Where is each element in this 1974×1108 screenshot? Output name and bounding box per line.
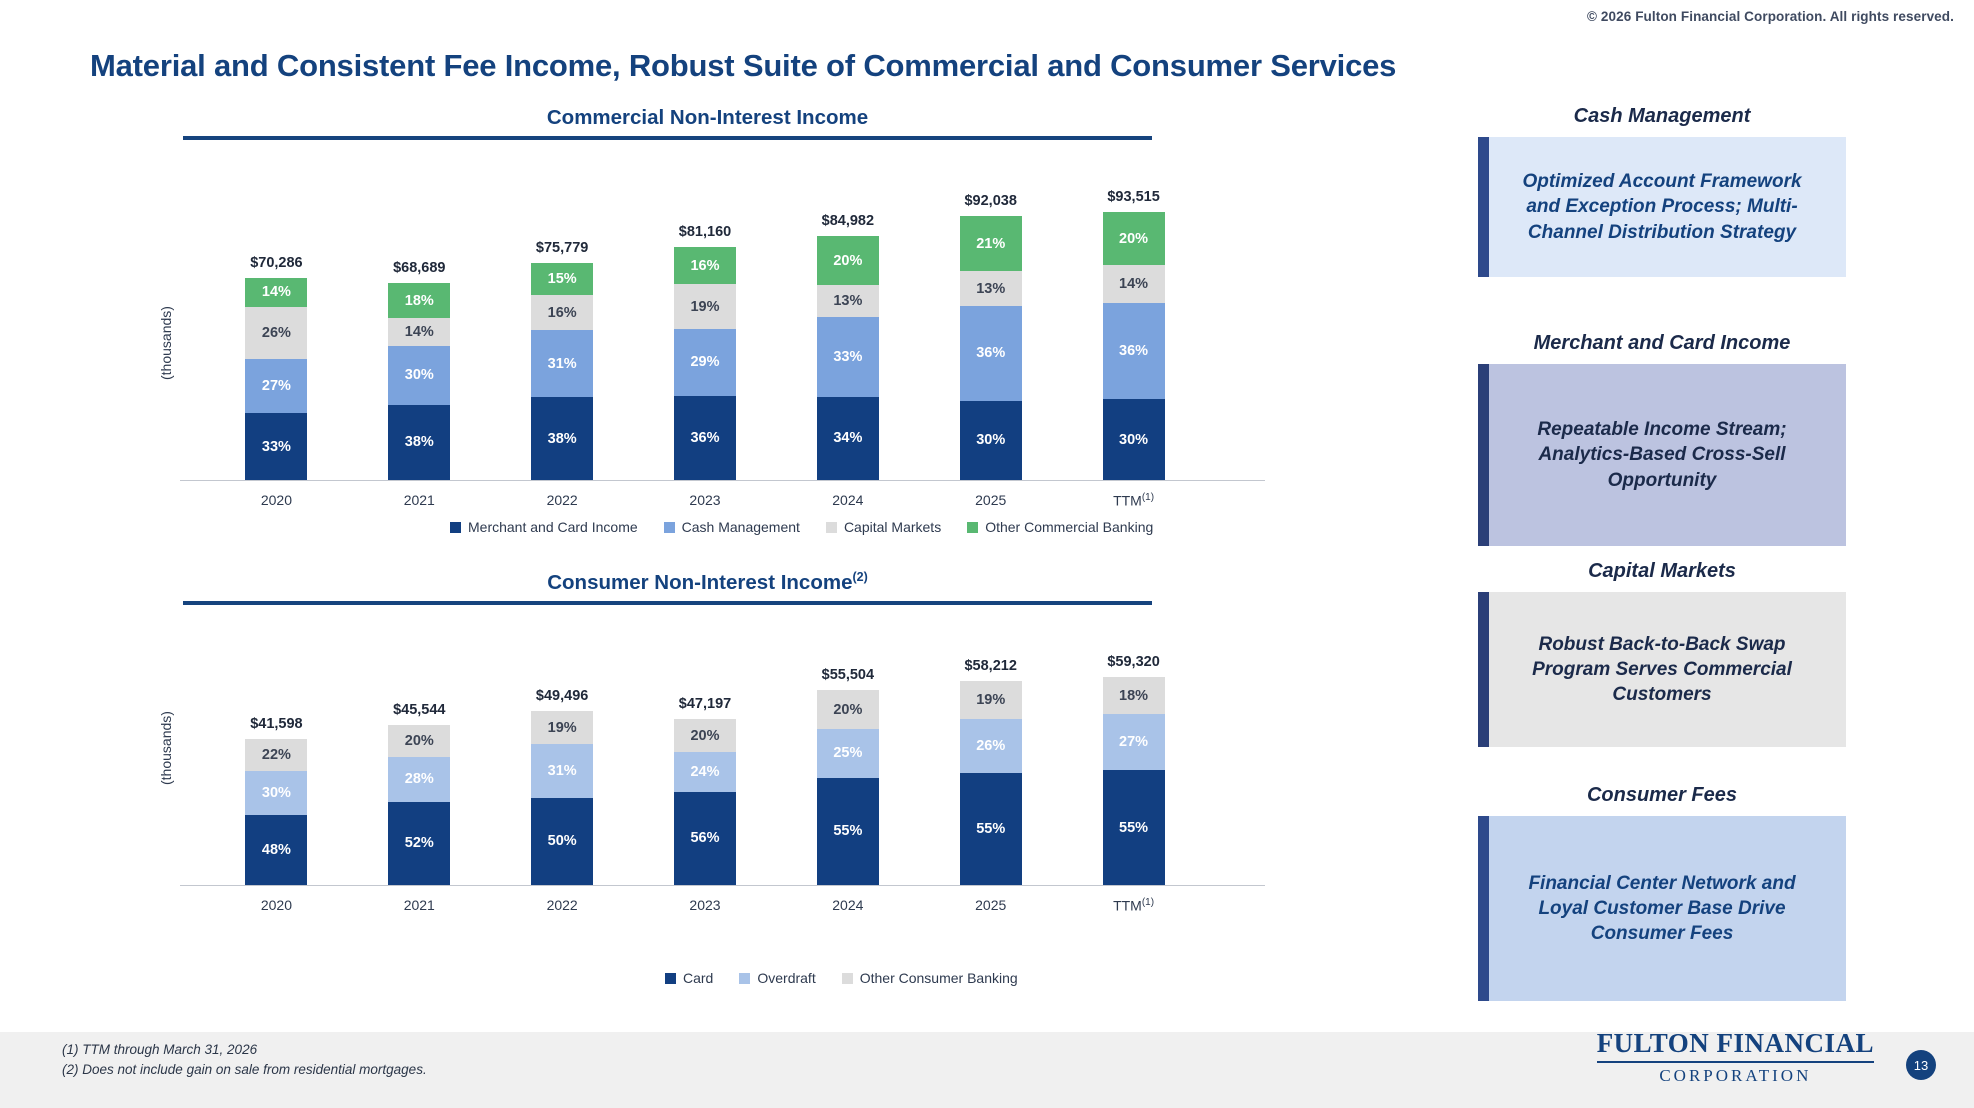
bar-group (388, 725, 450, 885)
legend-item (967, 519, 1153, 535)
bar-segment: 52% (388, 802, 450, 885)
bar-total-label: $75,779 (535, 239, 589, 256)
title-underline (183, 601, 1152, 605)
bar-segment: 26% (960, 719, 1022, 772)
bar-segment: 36% (960, 306, 1022, 401)
bar-segment: 21% (960, 216, 1022, 271)
bar-segment: 16% (674, 247, 736, 284)
bar-segment: 36% (1103, 303, 1165, 399)
legend-label: Cash Management (681, 519, 800, 535)
footnote-2: (2) Does not include gain on sale from residential mortgages. (62, 1061, 427, 1077)
bar-segment: 27% (245, 359, 307, 413)
bar-group (245, 739, 307, 885)
bar-group (1103, 677, 1165, 885)
x-tick-label: TTM$^{(1)}$ (1113, 896, 1155, 914)
x-tick-label: 2021 (403, 896, 435, 913)
bar-segment: 18% (1103, 677, 1165, 714)
legend-swatch (826, 522, 837, 533)
x-tick-label: 2020 (260, 491, 292, 508)
callout-text: Optimized Account Framework and Exception Process; Multi-Channel Distribution Strategy (1522, 171, 1802, 243)
bar-segment: 34% (817, 397, 879, 480)
bar-group (674, 719, 736, 884)
bar-total-label: $55,504 (821, 667, 875, 684)
bar-segment: 24% (674, 752, 736, 792)
legend-swatch (450, 522, 461, 533)
bar-segment: 19% (960, 681, 1022, 720)
bar-segment: 20% (388, 725, 450, 757)
bar-group (1103, 212, 1165, 480)
bar-segment: 26% (245, 307, 307, 359)
callout-box (1478, 816, 1846, 1001)
bar-segment: 38% (388, 405, 450, 480)
bar-total-label: $58,212 (964, 657, 1017, 674)
bar-segment: 56% (674, 792, 736, 885)
legend-commercial (450, 519, 1153, 535)
bar-total-label: $47,197 (678, 696, 732, 713)
callout-heading: Merchant and Card Income (1533, 332, 1791, 354)
x-tick-label: 2020 (260, 896, 292, 913)
x-axis-line (180, 885, 1265, 886)
bar-group (960, 681, 1022, 885)
bar-segment: 16% (531, 295, 593, 330)
bar-segment: 31% (531, 330, 593, 397)
bar-total-label: $49,496 (535, 688, 589, 705)
x-tick-label: 2023 (689, 491, 721, 508)
bar-total-label: $68,689 (393, 259, 446, 276)
accent-bar (1478, 816, 1489, 1001)
x-tick-label: 2023 (689, 896, 721, 913)
legend-item (450, 519, 638, 535)
bar-total-label: $81,160 (678, 224, 732, 241)
x-tick-label: TTM$^{(1)}$ (1113, 491, 1155, 509)
bar-total-label: $70,286 (250, 255, 303, 272)
legend-label: Card (683, 970, 714, 986)
legend-item (665, 970, 713, 986)
commercial-chart (150, 105, 1265, 535)
chart-title-consumer: Consumer Non-Interest Income$^{(2)}$ (547, 570, 868, 594)
bar-segment: 33% (817, 317, 879, 397)
bar-segment: 33% (245, 413, 307, 479)
callout-merchant-card-income (1478, 332, 1846, 546)
bar-segment: 25% (817, 729, 879, 778)
bar-segment: 13% (817, 285, 879, 317)
callout-text: Financial Center Network and Loyal Customer Base Drive Consumer Fees (1528, 872, 1796, 945)
callout-box (1478, 364, 1846, 546)
bar-group (817, 236, 879, 480)
title-underline (183, 136, 1152, 140)
bar-group (531, 711, 593, 885)
legend-swatch (842, 973, 853, 984)
bar-segment: 13% (960, 271, 1022, 305)
x-axis-line (180, 480, 1265, 481)
page-number-badge: 13 (1906, 1050, 1936, 1080)
y-axis-label: (thousands) (158, 710, 174, 785)
bar-segment: 20% (1103, 212, 1165, 266)
bar-segment: 55% (960, 773, 1022, 885)
bar-segment: 30% (960, 401, 1022, 480)
legend-label: Merchant and Card Income (468, 519, 638, 535)
callout-cash-management (1478, 105, 1846, 277)
callout-heading: Capital Markets (1588, 560, 1736, 582)
logo-line-2: CORPORATION (1659, 1066, 1812, 1085)
y-axis-label: (thousands) (158, 305, 174, 380)
x-tick-label: 2022 (546, 491, 578, 508)
copyright-notice: © 2026 Fulton Financial Corporation. All rights reserved. (1587, 9, 1954, 24)
bar-group (388, 283, 450, 480)
bar-group (960, 216, 1022, 480)
callout-text: Repeatable Income Stream; Analytics-Based Cross-Sell Opportunity (1537, 419, 1787, 491)
bar-total-label: $93,515 (1107, 188, 1160, 205)
legend-item (842, 970, 1018, 986)
legend-swatch (665, 973, 676, 984)
legend-swatch (664, 522, 675, 533)
plot-area-commercial (150, 162, 1265, 522)
x-tick-label: 2025 (975, 896, 1007, 913)
footnotes (62, 1040, 427, 1081)
callout-capital-markets (1478, 560, 1846, 747)
bar-segment: 20% (817, 690, 879, 729)
x-tick-label: 2024 (832, 491, 864, 508)
bar-segment: 22% (245, 739, 307, 771)
plot-area-consumer (150, 627, 1265, 927)
legend-item (739, 970, 815, 986)
bar-segment: 20% (817, 236, 879, 285)
bar-segment: 30% (388, 346, 450, 405)
callout-text: Robust Back-to-Back Swap Program Serves Commercial Customers (1532, 633, 1792, 706)
bar-segment: 55% (1103, 770, 1165, 884)
x-tick-label: 2022 (546, 896, 578, 913)
bar-segment: 27% (1103, 714, 1165, 770)
bar-segment: 28% (388, 757, 450, 802)
footnote-1: (1) TTM through March 31, 2026 (62, 1041, 258, 1057)
bar-segment: 50% (531, 798, 593, 885)
legend-label: Overdraft (757, 970, 816, 986)
bar-segment: 14% (1103, 265, 1165, 303)
chart-title-commercial: Commercial Non-Interest Income (546, 105, 869, 129)
bar-segment: 55% (817, 778, 879, 885)
bar-group (817, 690, 879, 885)
company-logo (1597, 1028, 1874, 1086)
legend-item (664, 519, 800, 535)
bar-segment: 15% (531, 263, 593, 296)
x-tick-label: 2021 (403, 491, 435, 508)
bar-segment: 18% (388, 283, 450, 318)
legend-swatch (967, 522, 978, 533)
x-tick-label: 2024 (832, 896, 864, 913)
bar-segment: 30% (245, 771, 307, 815)
accent-bar (1478, 137, 1489, 277)
callout-heading: Cash Management (1573, 105, 1751, 127)
bar-segment: 14% (245, 278, 307, 306)
bar-segment: 31% (531, 744, 593, 798)
legend-label: Other Commercial Banking (985, 519, 1154, 535)
legend-consumer (665, 970, 1018, 986)
logo-rule (1597, 1061, 1874, 1063)
legend-label: Capital Markets (843, 519, 942, 535)
bar-segment: 14% (388, 318, 450, 346)
bar-segment: 19% (531, 711, 593, 744)
bar-segment: 48% (245, 815, 307, 885)
bar-segment: 19% (674, 284, 736, 328)
accent-bar (1478, 592, 1489, 747)
bar-segment: 29% (674, 329, 736, 396)
page-title: Material and Consistent Fee Income, Robust Suite of Commercial and Consumer Services (90, 48, 1397, 83)
bar-group (245, 278, 307, 479)
bar-total-label: $59,320 (1107, 653, 1160, 670)
bar-segment: 20% (674, 719, 736, 752)
bar-segment: 30% (1103, 399, 1165, 479)
callout-heading: Consumer Fees (1586, 784, 1738, 806)
bar-segment: 36% (674, 396, 736, 480)
bar-total-label: $92,038 (964, 193, 1017, 210)
callout-box (1478, 137, 1846, 277)
bar-total-label: $45,544 (393, 702, 446, 719)
x-tick-label: 2025 (975, 491, 1007, 508)
bar-total-label: $41,598 (250, 715, 303, 732)
logo-line-1: FULTON FINANCIAL (1596, 1028, 1874, 1058)
bar-segment: 38% (531, 397, 593, 480)
legend-swatch (739, 973, 750, 984)
bar-group (674, 247, 736, 480)
legend-item (826, 519, 941, 535)
bar-group (531, 263, 593, 480)
callout-box (1478, 592, 1846, 747)
legend-label: Other Consumer Banking (859, 970, 1018, 986)
callout-consumer-fees (1478, 784, 1846, 1001)
consumer-chart (150, 570, 1265, 986)
bar-total-label: $84,982 (821, 213, 875, 230)
accent-bar (1478, 364, 1489, 546)
